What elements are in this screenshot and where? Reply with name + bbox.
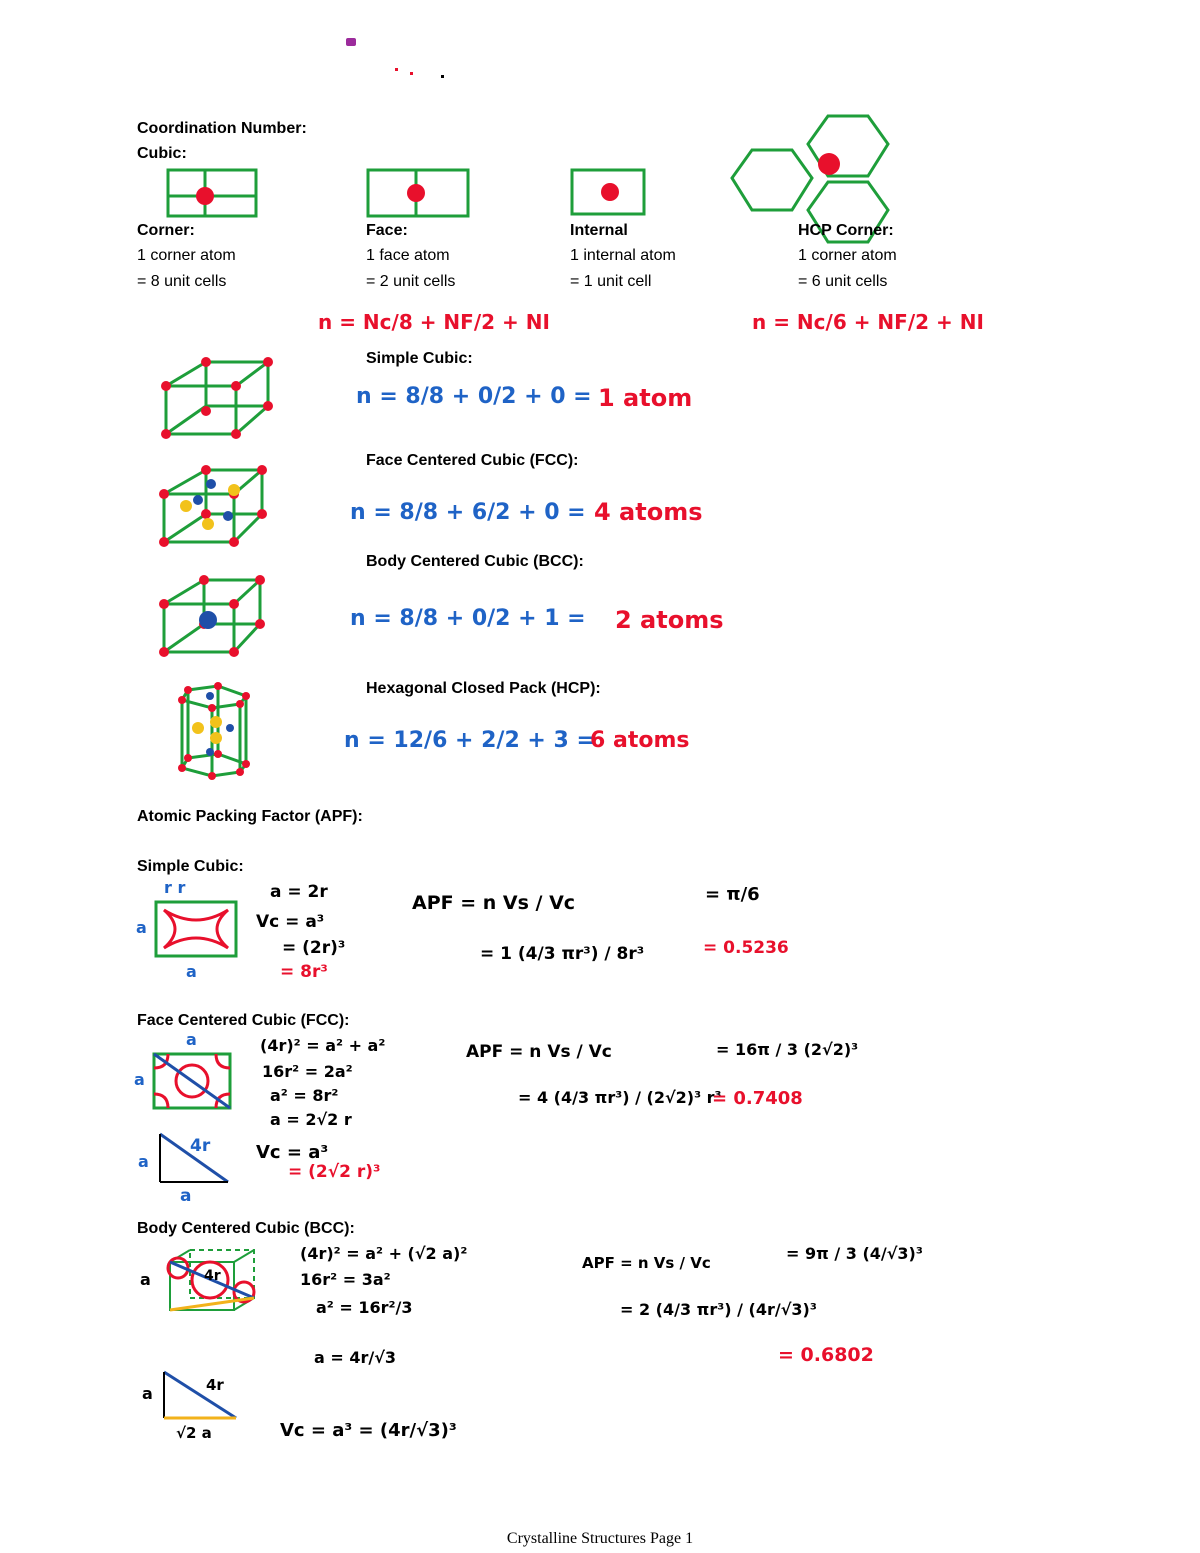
hcp-corner-diagram — [728, 112, 913, 220]
apf-sc-rel-1: a = 2r — [270, 882, 328, 902]
apf-fcc-formula: APF = n Vs / Vc — [466, 1042, 612, 1062]
apf-bcc-result-2: = 0.6802 — [778, 1344, 874, 1366]
apf-heading: Atomic Packing Factor (APF): — [137, 808, 363, 825]
bcc-result: 2 atoms — [615, 606, 724, 634]
apf-fcc-tri-base: a — [180, 1186, 192, 1206]
ink-speck — [346, 38, 356, 46]
coordination-heading: Coordination Number: — [137, 120, 307, 137]
corner-line-1: 1 corner atom — [137, 247, 236, 264]
apf-bcc-rel-3: a² = 16r²/3 — [316, 1298, 413, 1317]
apf-bcc-triangle — [160, 1368, 244, 1424]
apf-fcc-face-diagram — [150, 1050, 234, 1112]
apf-bcc-rel-1: (4r)² = a² + (√2 a)² — [300, 1244, 468, 1263]
apf-bcc-tri-side: a — [142, 1384, 153, 1403]
bcc-equation: n = 8/8 + 0/2 + 1 = — [350, 606, 586, 631]
hcp-model — [168, 678, 268, 778]
apf-bcc-result-1: = 9π / 3 (4/√3)³ — [786, 1244, 923, 1263]
internal-line-1: 1 internal atom — [570, 247, 676, 264]
apf-bcc-tri-base: √2 a — [176, 1424, 212, 1442]
apf-fcc-result-1: = 16π / 3 (2√2)³ — [716, 1040, 859, 1059]
apf-bcc-vc: Vc = a³ = (4r/√3)³ — [280, 1420, 457, 1441]
simple-cubic-result: 1 atom — [598, 384, 693, 412]
corner-line-2: = 8 unit cells — [137, 273, 227, 290]
simple-cubic-equation: n = 8/8 + 0/2 + 0 = — [356, 384, 592, 409]
ink-speck — [395, 68, 398, 71]
ink-speck — [410, 72, 413, 75]
ink-speck — [441, 75, 444, 78]
internal-site-diagram — [568, 166, 650, 222]
apf-bcc-title: Body Centered Cubic (BCC): — [137, 1220, 355, 1237]
apf-sc-formula: APF = n Vs / Vc — [412, 892, 576, 914]
apf-sc-face-diagram — [150, 896, 242, 962]
hcp-corner-title: HCP Corner: — [798, 222, 894, 239]
apf-sc-result-2: = 0.5236 — [703, 938, 789, 958]
hcp-title: Hexagonal Closed Pack (HCP): — [366, 680, 601, 697]
apf-sc-dim-top: r r — [164, 878, 186, 897]
apf-bcc-tri-hyp: 4r — [206, 1376, 224, 1394]
bcc-model — [154, 574, 274, 658]
face-line-1: 1 face atom — [366, 247, 450, 264]
apf-fcc-tri-side: a — [138, 1152, 149, 1171]
corner-title: Corner: — [137, 222, 195, 239]
apf-bcc-dim-side: a — [140, 1270, 151, 1289]
apf-sc-rel-4: = 8r³ — [280, 962, 328, 982]
hcp-equation: n = 12/6 + 2/2 + 3 = — [344, 728, 595, 753]
apf-sc-substitution: = 1 (4/3 πr³) / 8r³ — [480, 944, 645, 964]
apf-fcc-substitution: = 4 (4/3 πr³) / (2√2)³ r³ — [518, 1088, 722, 1107]
apf-sc-dim-bottom: a — [186, 962, 197, 981]
apf-bcc-cube-label: 4r — [204, 1268, 221, 1284]
apf-sc-dim-side: a — [136, 918, 147, 937]
apf-fcc-dim-side: a — [134, 1070, 145, 1089]
fcc-title: Face Centered Cubic (FCC): — [366, 452, 579, 469]
face-title: Face: — [366, 222, 408, 239]
simple-cubic-title: Simple Cubic: — [366, 350, 473, 367]
cubic-general-formula: n = Nc/8 + NF/2 + NI — [318, 310, 550, 334]
apf-sc-title: Simple Cubic: — [137, 858, 244, 875]
internal-line-2: = 1 unit cell — [570, 273, 652, 290]
apf-bcc-formula: APF = n Vs / Vc — [582, 1254, 711, 1272]
corner-site-diagram — [162, 166, 262, 222]
page-footer: Crystalline Structures Page 1 — [506, 1530, 694, 1547]
apf-fcc-rel-1: (4r)² = a² + a² — [260, 1036, 386, 1055]
bcc-title: Body Centered Cubic (BCC): — [366, 553, 584, 570]
hcp-result: 6 atoms — [590, 728, 690, 753]
apf-sc-rel-3: = (2r)³ — [282, 938, 346, 958]
apf-bcc-substitution: = 2 (4/3 πr³) / (4r/√3)³ — [620, 1300, 817, 1319]
apf-fcc-vc-1: Vc = a³ — [256, 1142, 329, 1163]
apf-bcc-rel-4: a = 4r/√3 — [314, 1348, 397, 1367]
hcp-general-formula: n = Nc/6 + NF/2 + NI — [752, 310, 984, 334]
fcc-model — [156, 464, 276, 548]
apf-sc-rel-2: Vc = a³ — [256, 912, 325, 932]
apf-fcc-vc-2: = (2√2 r)³ — [288, 1162, 381, 1182]
simple-cubic-model — [156, 356, 276, 440]
apf-bcc-rel-2: 16r² = 3a² — [300, 1270, 391, 1289]
apf-fcc-rel-3: a² = 8r² — [270, 1086, 339, 1105]
hcp-corner-line-1: 1 corner atom — [798, 247, 897, 264]
hcp-corner-line-2: = 6 unit cells — [798, 273, 888, 290]
apf-fcc-rel-2: 16r² = 2a² — [262, 1062, 353, 1081]
fcc-result: 4 atoms — [594, 498, 703, 526]
apf-fcc-tri-hyp: 4r — [190, 1136, 211, 1156]
apf-bcc-cube-diagram — [150, 1246, 270, 1326]
apf-fcc-dim-top: a — [186, 1030, 197, 1049]
apf-fcc-rel-4: a = 2√2 r — [270, 1110, 352, 1129]
fcc-equation: n = 8/8 + 6/2 + 0 = — [350, 500, 586, 525]
face-site-diagram — [364, 166, 474, 222]
apf-fcc-title: Face Centered Cubic (FCC): — [137, 1012, 350, 1029]
cubic-heading: Cubic: — [137, 145, 187, 162]
apf-sc-result-1: = π/6 — [705, 884, 760, 905]
face-line-2: = 2 unit cells — [366, 273, 456, 290]
apf-fcc-result-2: = 0.7408 — [712, 1088, 803, 1109]
internal-title: Internal — [570, 222, 628, 239]
